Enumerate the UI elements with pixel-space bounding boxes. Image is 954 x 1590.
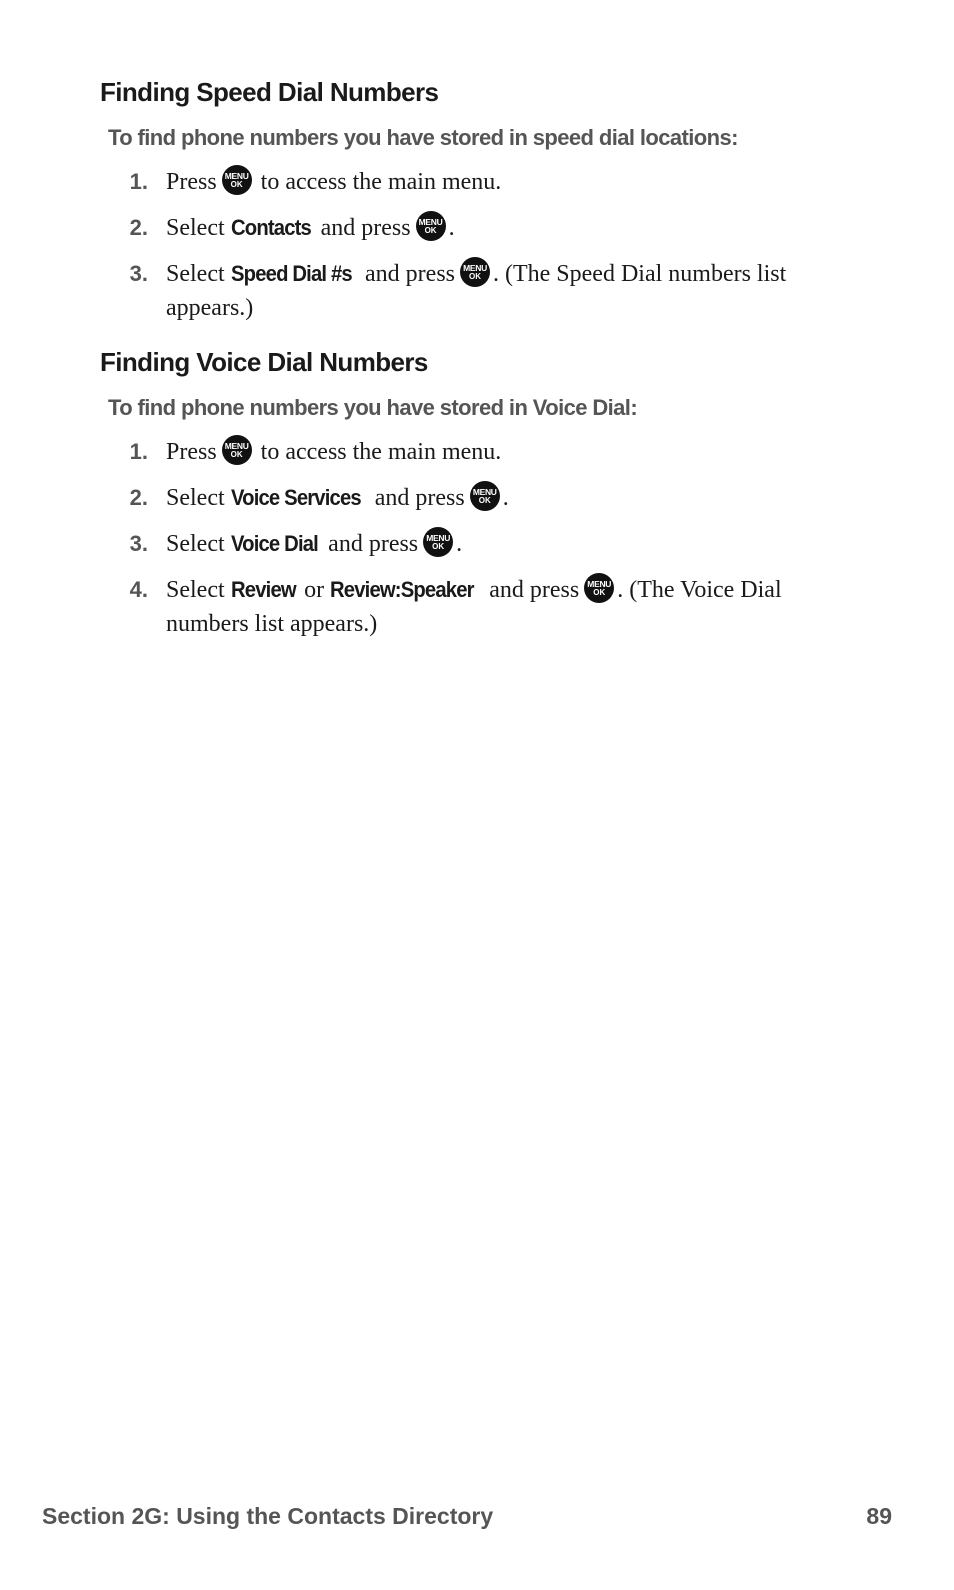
menu-ok-key-icon: MENU OK	[460, 257, 490, 287]
menu-ok-key-icon: MENU OK	[222, 435, 252, 465]
menu-term: Voice Services	[230, 485, 361, 510]
speed-dial-intro: To find phone numbers you have stored in speed dial locations:	[108, 125, 738, 150]
menu-ok-key-icon: MENU OK	[222, 165, 252, 195]
voice-dial-heading: Finding Voice Dial Numbers	[100, 347, 428, 377]
menu-term: Speed Dial #s	[230, 261, 352, 286]
list-item	[100, 573, 860, 641]
menu-term: Review	[230, 577, 296, 602]
step-text-pre: Select	[166, 531, 231, 557]
step-number: 1.	[129, 439, 148, 464]
step-text-mid: and press	[314, 215, 411, 241]
menu-ok-key-icon: MENU OK	[584, 573, 614, 603]
menu-term: Review:Speaker	[330, 577, 474, 602]
step-text-pre: Press	[166, 169, 217, 195]
list-item	[100, 435, 860, 469]
menu-ok-key-icon: MENU OK	[423, 527, 453, 557]
step-text-post: to access the main menu.	[254, 439, 502, 465]
menu-ok-key-icon: MENU OK	[470, 481, 500, 511]
step-number: 3.	[129, 531, 148, 556]
speed-dial-section	[100, 76, 860, 325]
list-item	[100, 165, 860, 199]
step-number: 3.	[129, 261, 148, 286]
list-item	[100, 211, 860, 245]
speed-dial-heading: Finding Speed Dial Numbers	[100, 77, 439, 107]
step-text-mid-a: or	[298, 577, 331, 603]
menu-term: Voice Dial	[230, 531, 318, 556]
step-number: 4.	[129, 577, 148, 602]
speed-dial-steps	[100, 165, 860, 325]
step-text-mid: and press	[322, 531, 419, 557]
step-text-pre: Select	[166, 261, 231, 287]
step-number: 1.	[129, 169, 148, 194]
step-text-post: .	[448, 215, 455, 241]
step-number: 2.	[129, 215, 148, 240]
step-text-pre: Select	[166, 215, 231, 241]
page-number: 89	[866, 1503, 892, 1529]
step-text-pre: Select	[166, 485, 231, 511]
list-item	[100, 527, 860, 561]
step-text-post: . (The Speed Dial numbers list appears.)	[166, 261, 787, 321]
step-text-pre: Press	[166, 439, 217, 465]
list-item	[100, 481, 860, 515]
menu-term: Contacts	[230, 215, 311, 240]
step-number: 2.	[129, 485, 148, 510]
step-text-post: .	[456, 531, 463, 557]
footer-section-title: Section 2G: Using the Contacts Directory	[42, 1503, 494, 1529]
list-item	[100, 257, 860, 325]
voice-dial-intro: To find phone numbers you have stored in Voice Dial:	[108, 395, 638, 420]
voice-dial-section	[100, 346, 860, 641]
page-footer	[42, 1503, 892, 1530]
step-text-post: . (The Voice Dial numbers list appears.)	[166, 577, 782, 637]
menu-ok-key-icon: MENU OK	[416, 211, 446, 241]
step-text-post: .	[502, 485, 509, 511]
step-text-mid: and press	[483, 577, 580, 603]
voice-dial-steps	[100, 435, 860, 641]
step-text-pre: Select	[166, 577, 231, 603]
step-text-post: to access the main menu.	[254, 169, 502, 195]
step-text-mid: and press	[359, 261, 455, 287]
step-text-mid: and press	[368, 485, 465, 511]
